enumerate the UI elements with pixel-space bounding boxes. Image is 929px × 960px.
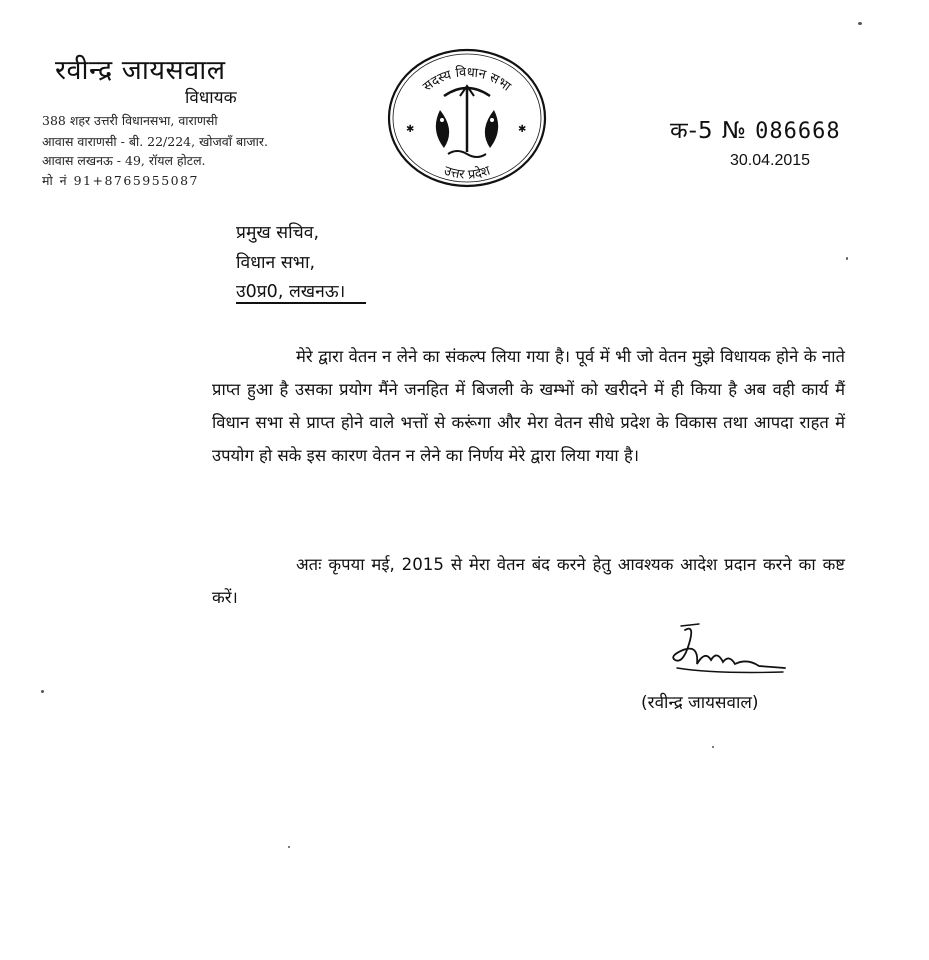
recipient-line-2: विधान सभा, (236, 253, 316, 273)
svg-text:✱: ✱ (518, 124, 527, 135)
scan-speck (288, 846, 290, 848)
scan-speck (846, 257, 848, 260)
sender-designation: विधायक (185, 88, 237, 108)
address-varanasi: आवास वाराणसी - बी. 22/224, खोजवाँ बाजार. (42, 134, 268, 149)
address-constituency: 388 शहर उत्तरी विधानसभा, वाराणसी (42, 113, 218, 128)
recipient-line-3: उ0प्र0, लखनऊ। (236, 282, 346, 302)
scan-speck (712, 746, 714, 748)
seal-top-text: सदस्य विधान सभा (420, 65, 514, 95)
reference-number: 086668 (755, 119, 841, 144)
scan-speck (41, 690, 44, 693)
letter-date: 30.04.2015 (730, 152, 811, 169)
address-lucknow: आवास लखनऊ - 49, रॉयल होटल. (42, 153, 206, 168)
handwritten-signature (655, 620, 795, 690)
signatory-name: (रवीन्द्र जायसवाल) (641, 693, 759, 713)
recipient-underline (236, 302, 366, 304)
svg-text:✱: ✱ (406, 124, 415, 135)
uttar-pradesh-emblem-icon (382, 40, 552, 190)
scan-speck (858, 22, 862, 25)
body-paragraph-2: अतः कृपया मई, 2015 से मेरा वेतन बंद करने हेतु आवश्यक आदेश प्रदान करने का कष्ट करें। (212, 555, 845, 607)
seal-bottom-text: उत्तर प्रदेश (441, 163, 493, 183)
phone-number: मो नं 91+8765955087 (42, 173, 200, 188)
reference-prefix: क-5 № (670, 118, 747, 144)
body-paragraph-1: मेरे द्वारा वेतन न लेने का संकल्प लिया गया है। पूर्व में भी जो वेतन मुझे विधायक होने के नाते प्राप्त हुआ है उसका प्रयोग मैंने जनहित में बिजली के खम्भों को खरीदने में ही किया है अब वही कार्य मैं विधान सभा से प्राप्त होने वाले भत्तों से करूंगा और मेरा वेतन सीधे प्रदेश के विकास तथा आपदा राहत में उपयोग हो सके इस कारण वेतन न लेने का निर्णय मेरे द्वारा लिया गया है। (212, 347, 845, 465)
reference-line (670, 113, 841, 145)
svg-text:उत्तर प्रदेश (442, 163, 493, 183)
sender-name: रवीन्द्र जायसवाल (55, 55, 226, 86)
recipient-line-1: प्रमुख सचिव, (236, 223, 320, 243)
